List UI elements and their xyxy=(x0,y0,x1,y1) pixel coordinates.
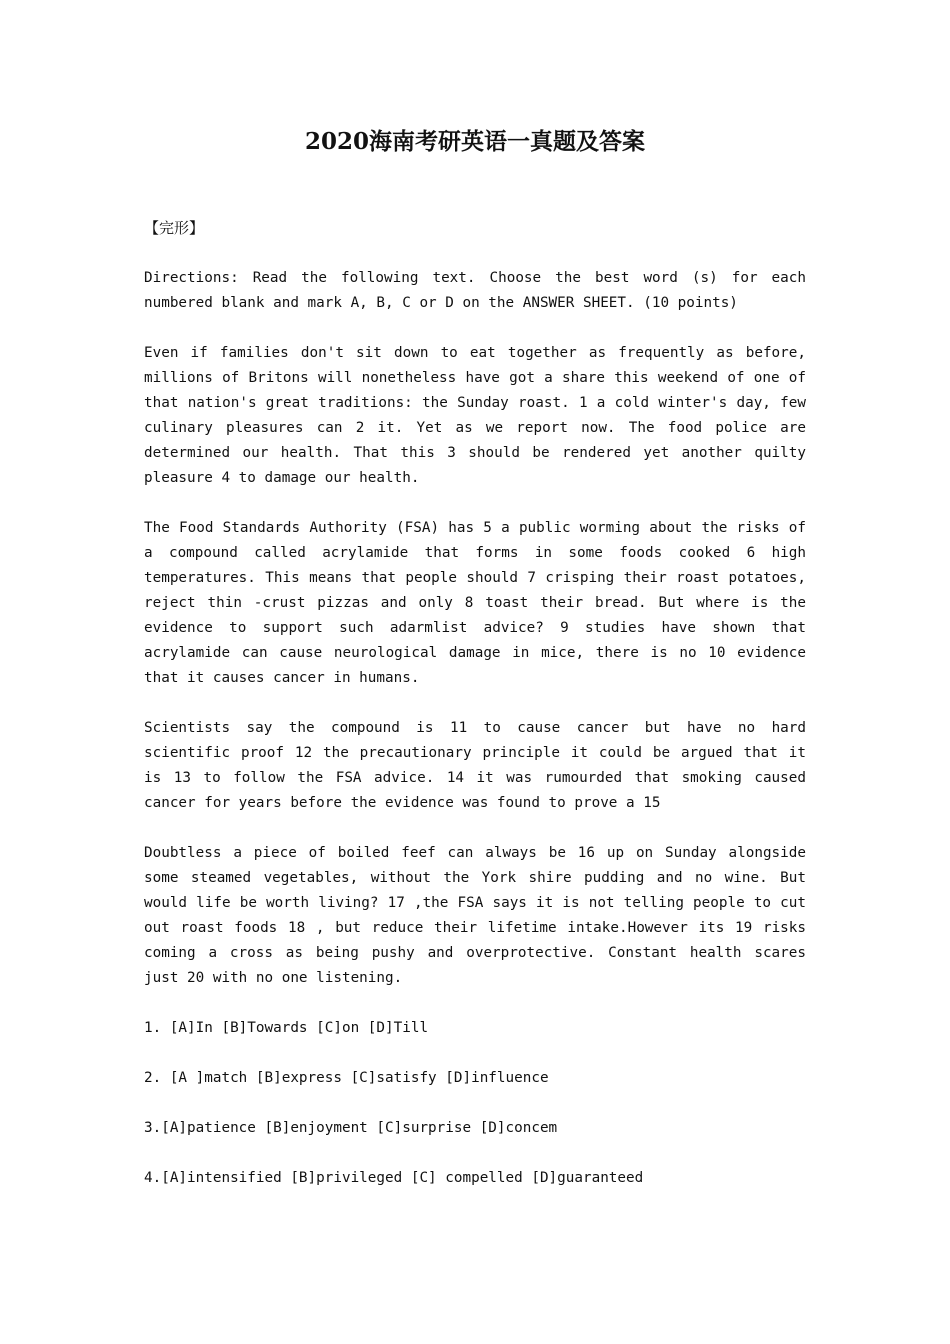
section-label: 【完形】 xyxy=(144,219,205,237)
directions-paragraph: Directions: Read the following text. Choose the best word (s) for each numbered blank and mark A, B, C or D on the ANSWER SHEET. (10 points) xyxy=(144,270,806,311)
document-body xyxy=(144,216,806,1216)
question-option-3: 3.[A]patience [B]enjoyment [C]surprise [D]concem xyxy=(144,1120,558,1136)
page-title: 2020海南考研英语一真题及答案 xyxy=(304,128,645,155)
question-option-2: 2. [A ]match [B]express [C]satisfy [D]influence xyxy=(144,1070,549,1086)
question-option-1: 1. [A]In [B]Towards [C]on [D]Till xyxy=(144,1020,429,1036)
passage-paragraph-1: Even if families don't sit down to eat together as frequently as before, millions of Britons will nonetheless have got a share this weekend of one of that nation's great traditions: the Sunday roast. 1 a cold winter's day, few culinary pleasures can 2 it. Yet as we report now. The food police are determined our health. That this 3 should be rendered yet another quilty pleasure 4 to damage our health. xyxy=(144,345,806,486)
passage-paragraph-4: Doubtless a piece of boiled feef can always be 16 up on Sunday alongside some steamed vegetables, without the York shire pudding and no wine. But would life be worth living? 17 ,the FSA says it is not telling people to cut out roast foods 18 , but reduce their lifetime intake.However its 19 risks coming a cross as being pushy and overprotective. Constant health scares just 20 with no one listening. xyxy=(144,845,806,986)
passage-paragraph-2: The Food Standards Authority (FSA) has 5 a public worming about the risks of a compound called acrylamide that forms in some foods cooked 6 high temperatures. This means that people should 7 crisping their roast potatoes, reject thin -crust pizzas and only 8 toast their bread. But where is the evidence to support such adarmlist advice? 9 studies have shown that acrylamide can cause neurological damage in mice, there is no 10 evidence that it causes cancer in humans. xyxy=(144,520,806,686)
question-option-4: 4.[A]intensified [B]privileged [C] compelled [D]guaranteed xyxy=(144,1170,644,1186)
passage-paragraph-3: Scientists say the compound is 11 to cause cancer but have no hard scientific proof 12 the precautionary principle it could be argued that it is 13 to follow the FSA advice. 14 it was rumourded that smoking caused cancer for years before the evidence was found to prove a 15 xyxy=(144,720,806,811)
